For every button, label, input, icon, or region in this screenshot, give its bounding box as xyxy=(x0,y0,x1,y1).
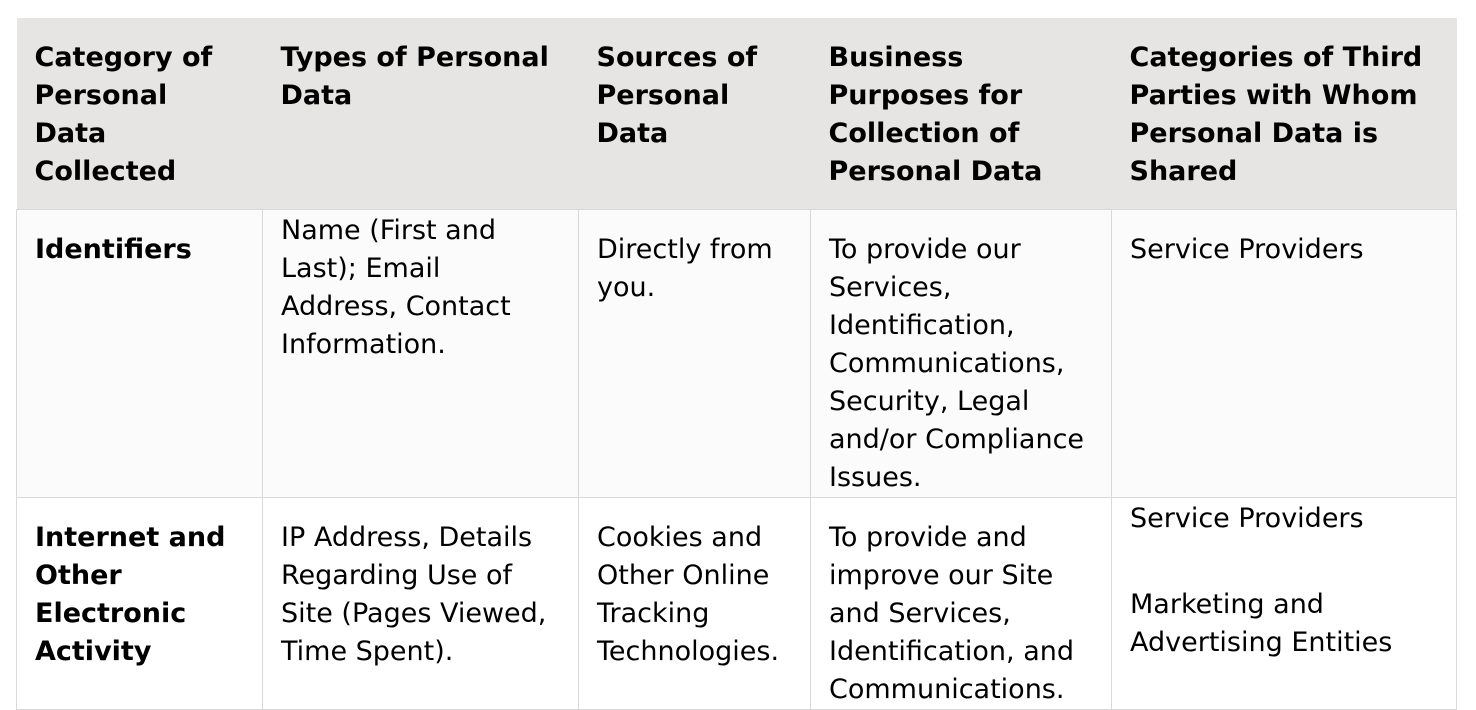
cell-sources: Directly from you. xyxy=(579,209,811,497)
cell-third-parties xyxy=(1112,209,1457,497)
header-row xyxy=(17,18,1457,209)
cell-types: Name (First and Last); Email Address, Contact Information. xyxy=(263,209,579,497)
cell-category: Internet and Other Electronic Activity xyxy=(17,497,263,709)
header-purposes: Business Purposes for Collection of Personal Data xyxy=(811,18,1112,209)
personal-data-table xyxy=(16,18,1457,710)
cell-purposes: To provide and improve our Site and Services, Identification, and Communications. xyxy=(811,497,1112,709)
table-row-identifiers xyxy=(17,209,1457,497)
cell-category: Identifiers xyxy=(17,209,263,497)
table-row-internet-activity xyxy=(17,497,1457,709)
cell-third-parties xyxy=(1112,497,1457,709)
cell-types: IP Address, Details Regarding Use of Site (Pages Viewed, Time Spent). xyxy=(263,497,579,709)
header-third-parties: Categories of Third Parties with Whom Personal Data is Shared xyxy=(1112,18,1457,209)
cell-purposes: To provide our Services, Identification, Communications, Security, Legal and/or Compliance Issues. xyxy=(811,209,1112,497)
header-category: Category of Personal Data Collected xyxy=(17,18,263,209)
header-types: Types of Personal Data xyxy=(263,18,579,209)
header-sources: Sources of Personal Data xyxy=(579,18,811,209)
third-party-entry: Service Providers xyxy=(1130,502,1364,534)
cell-sources: Cookies and Other Online Tracking Technologies. xyxy=(579,497,811,709)
third-party-entry: Service Providers xyxy=(1130,233,1364,265)
third-party-entry: Marketing and Advertising Entities xyxy=(1130,588,1393,658)
